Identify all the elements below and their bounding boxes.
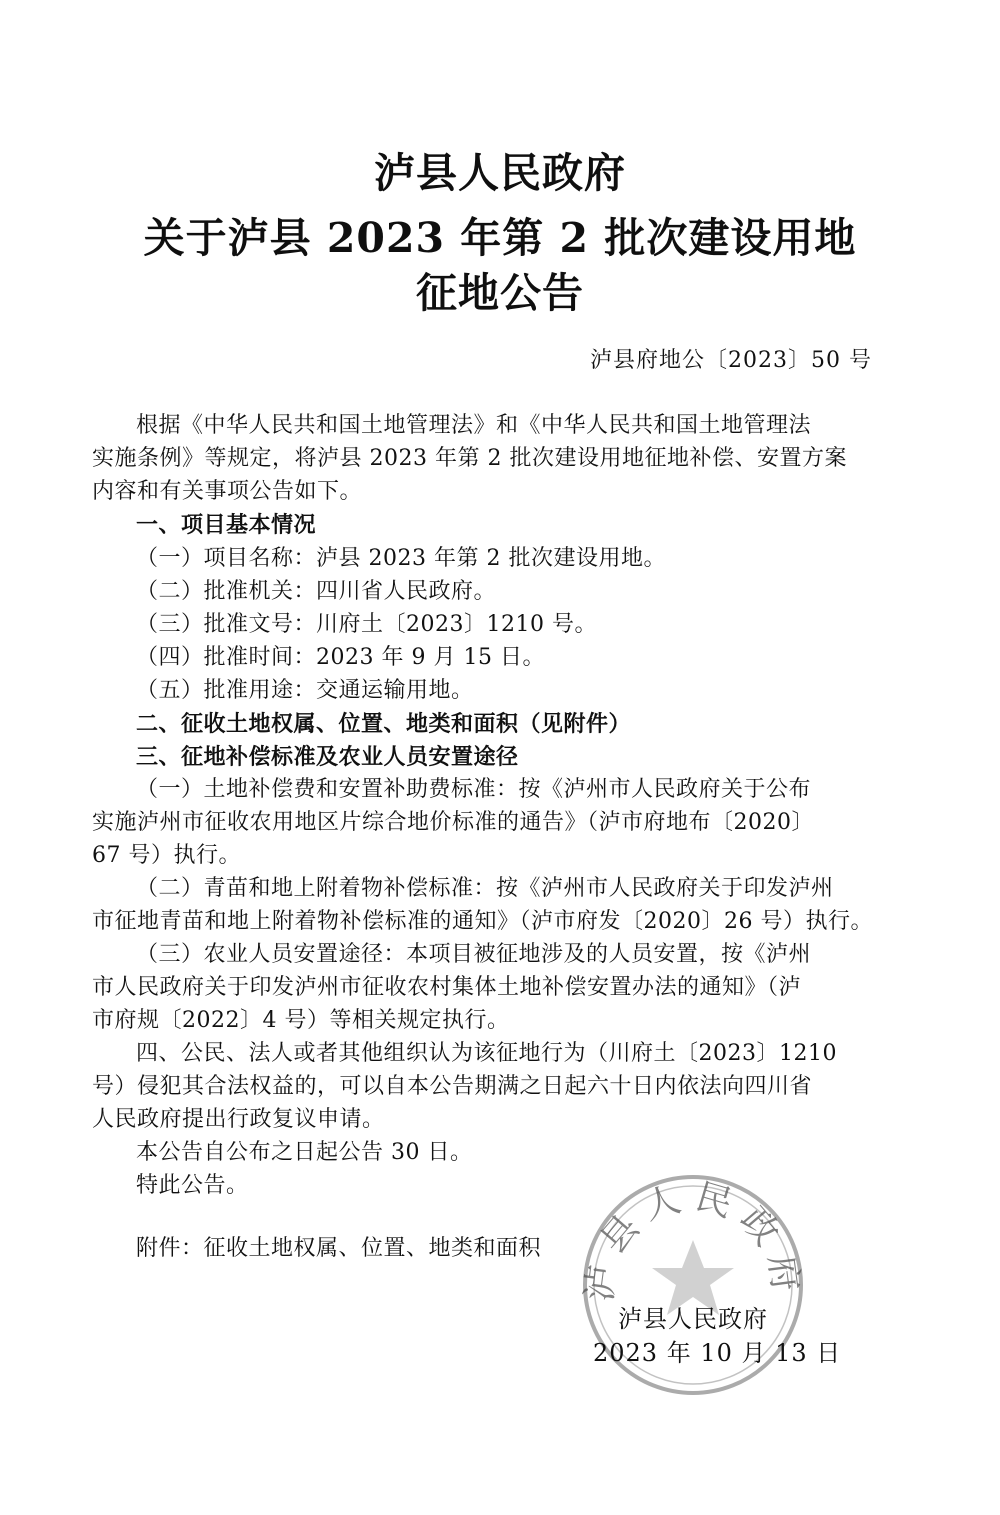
signature-organization: 泸县人民政府	[618, 1305, 768, 1333]
document-number: 泸县府地公〔2023〕50 号	[590, 348, 872, 373]
paragraph-line: （三）农业人员安置途径：本项目被征地涉及的人员安置，按《泸州	[136, 942, 812, 967]
paragraph-line: 67 号）执行。	[92, 843, 241, 868]
paragraph-line: 特此公告。	[136, 1173, 249, 1198]
svg-text:泸县人民政府: 泸县人民政府	[578, 1176, 808, 1304]
paragraph-line: （一）项目名称：泸县 2023 年第 2 批次建设用地。	[136, 546, 666, 571]
paragraph-line: 实施泸州市征收农用地区片综合地价标准的通告》（泸市府地布〔2020〕	[92, 810, 814, 835]
title-line-3: 征地公告	[416, 269, 584, 317]
paragraph-line: 实施条例》等规定，将泸县 2023 年第 2 批次建设用地征地补偿、安置方案	[92, 446, 847, 471]
paragraph-line: 市人民政府关于印发泸州市征收农村集体土地补偿安置办法的通知》（泸	[92, 975, 802, 1000]
paragraph-line: （二）青苗和地上附着物补偿标准：按《泸州市人民政府关于印发泸州	[136, 876, 834, 901]
paragraph-line: 本公告自公布之日起公告 30 日。	[136, 1140, 473, 1165]
paragraph-line: 市府规〔2022〕4 号）等相关规定执行。	[92, 1008, 510, 1033]
paragraph-line: （一）土地补偿费和安置补助费标准：按《泸州市人民政府关于公布	[136, 777, 812, 802]
paragraph-line: （四）批准时间：2023 年 9 月 15 日。	[136, 645, 545, 670]
paragraph-line: 四、公民、法人或者其他组织认为该征地行为（川府土〔2023〕1210	[136, 1041, 837, 1066]
title-line-1: 泸县人民政府	[374, 149, 626, 197]
paragraph-line: 市征地青苗和地上附着物补偿标准的通知》（泸市府发〔2020〕26 号）执行。	[92, 909, 873, 934]
paragraph-line: （三）批准文号：川府土〔2023〕1210 号。	[136, 612, 597, 637]
section-heading: 一、项目基本情况	[136, 512, 317, 538]
paragraph-line: 根据《中华人民共和国土地管理法》和《中华人民共和国土地管理法	[136, 413, 812, 438]
section-heading: 二、征收土地权属、位置、地类和面积（见附件）	[136, 711, 632, 737]
attachment-note: 附件：征收土地权属、位置、地类和面积	[136, 1236, 542, 1261]
paragraph-line: 人民政府提出行政复议申请。	[92, 1107, 385, 1132]
paragraph-line: 号）侵犯其合法权益的，可以自本公告期满之日起六十日内依法向四川省	[92, 1074, 813, 1099]
paragraph-line: 内容和有关事项公告如下。	[92, 479, 363, 504]
section-heading: 三、征地补偿标准及农业人员安置途径	[136, 744, 519, 770]
title-line-2: 关于泸县 2023 年第 2 批次建设用地	[143, 214, 857, 262]
paragraph-line: （五）批准用途：交通运输用地。	[136, 678, 474, 703]
signature-date: 2023 年 10 月 13 日	[593, 1339, 842, 1367]
paragraph-line: （二）批准机关：四川省人民政府。	[136, 579, 497, 604]
